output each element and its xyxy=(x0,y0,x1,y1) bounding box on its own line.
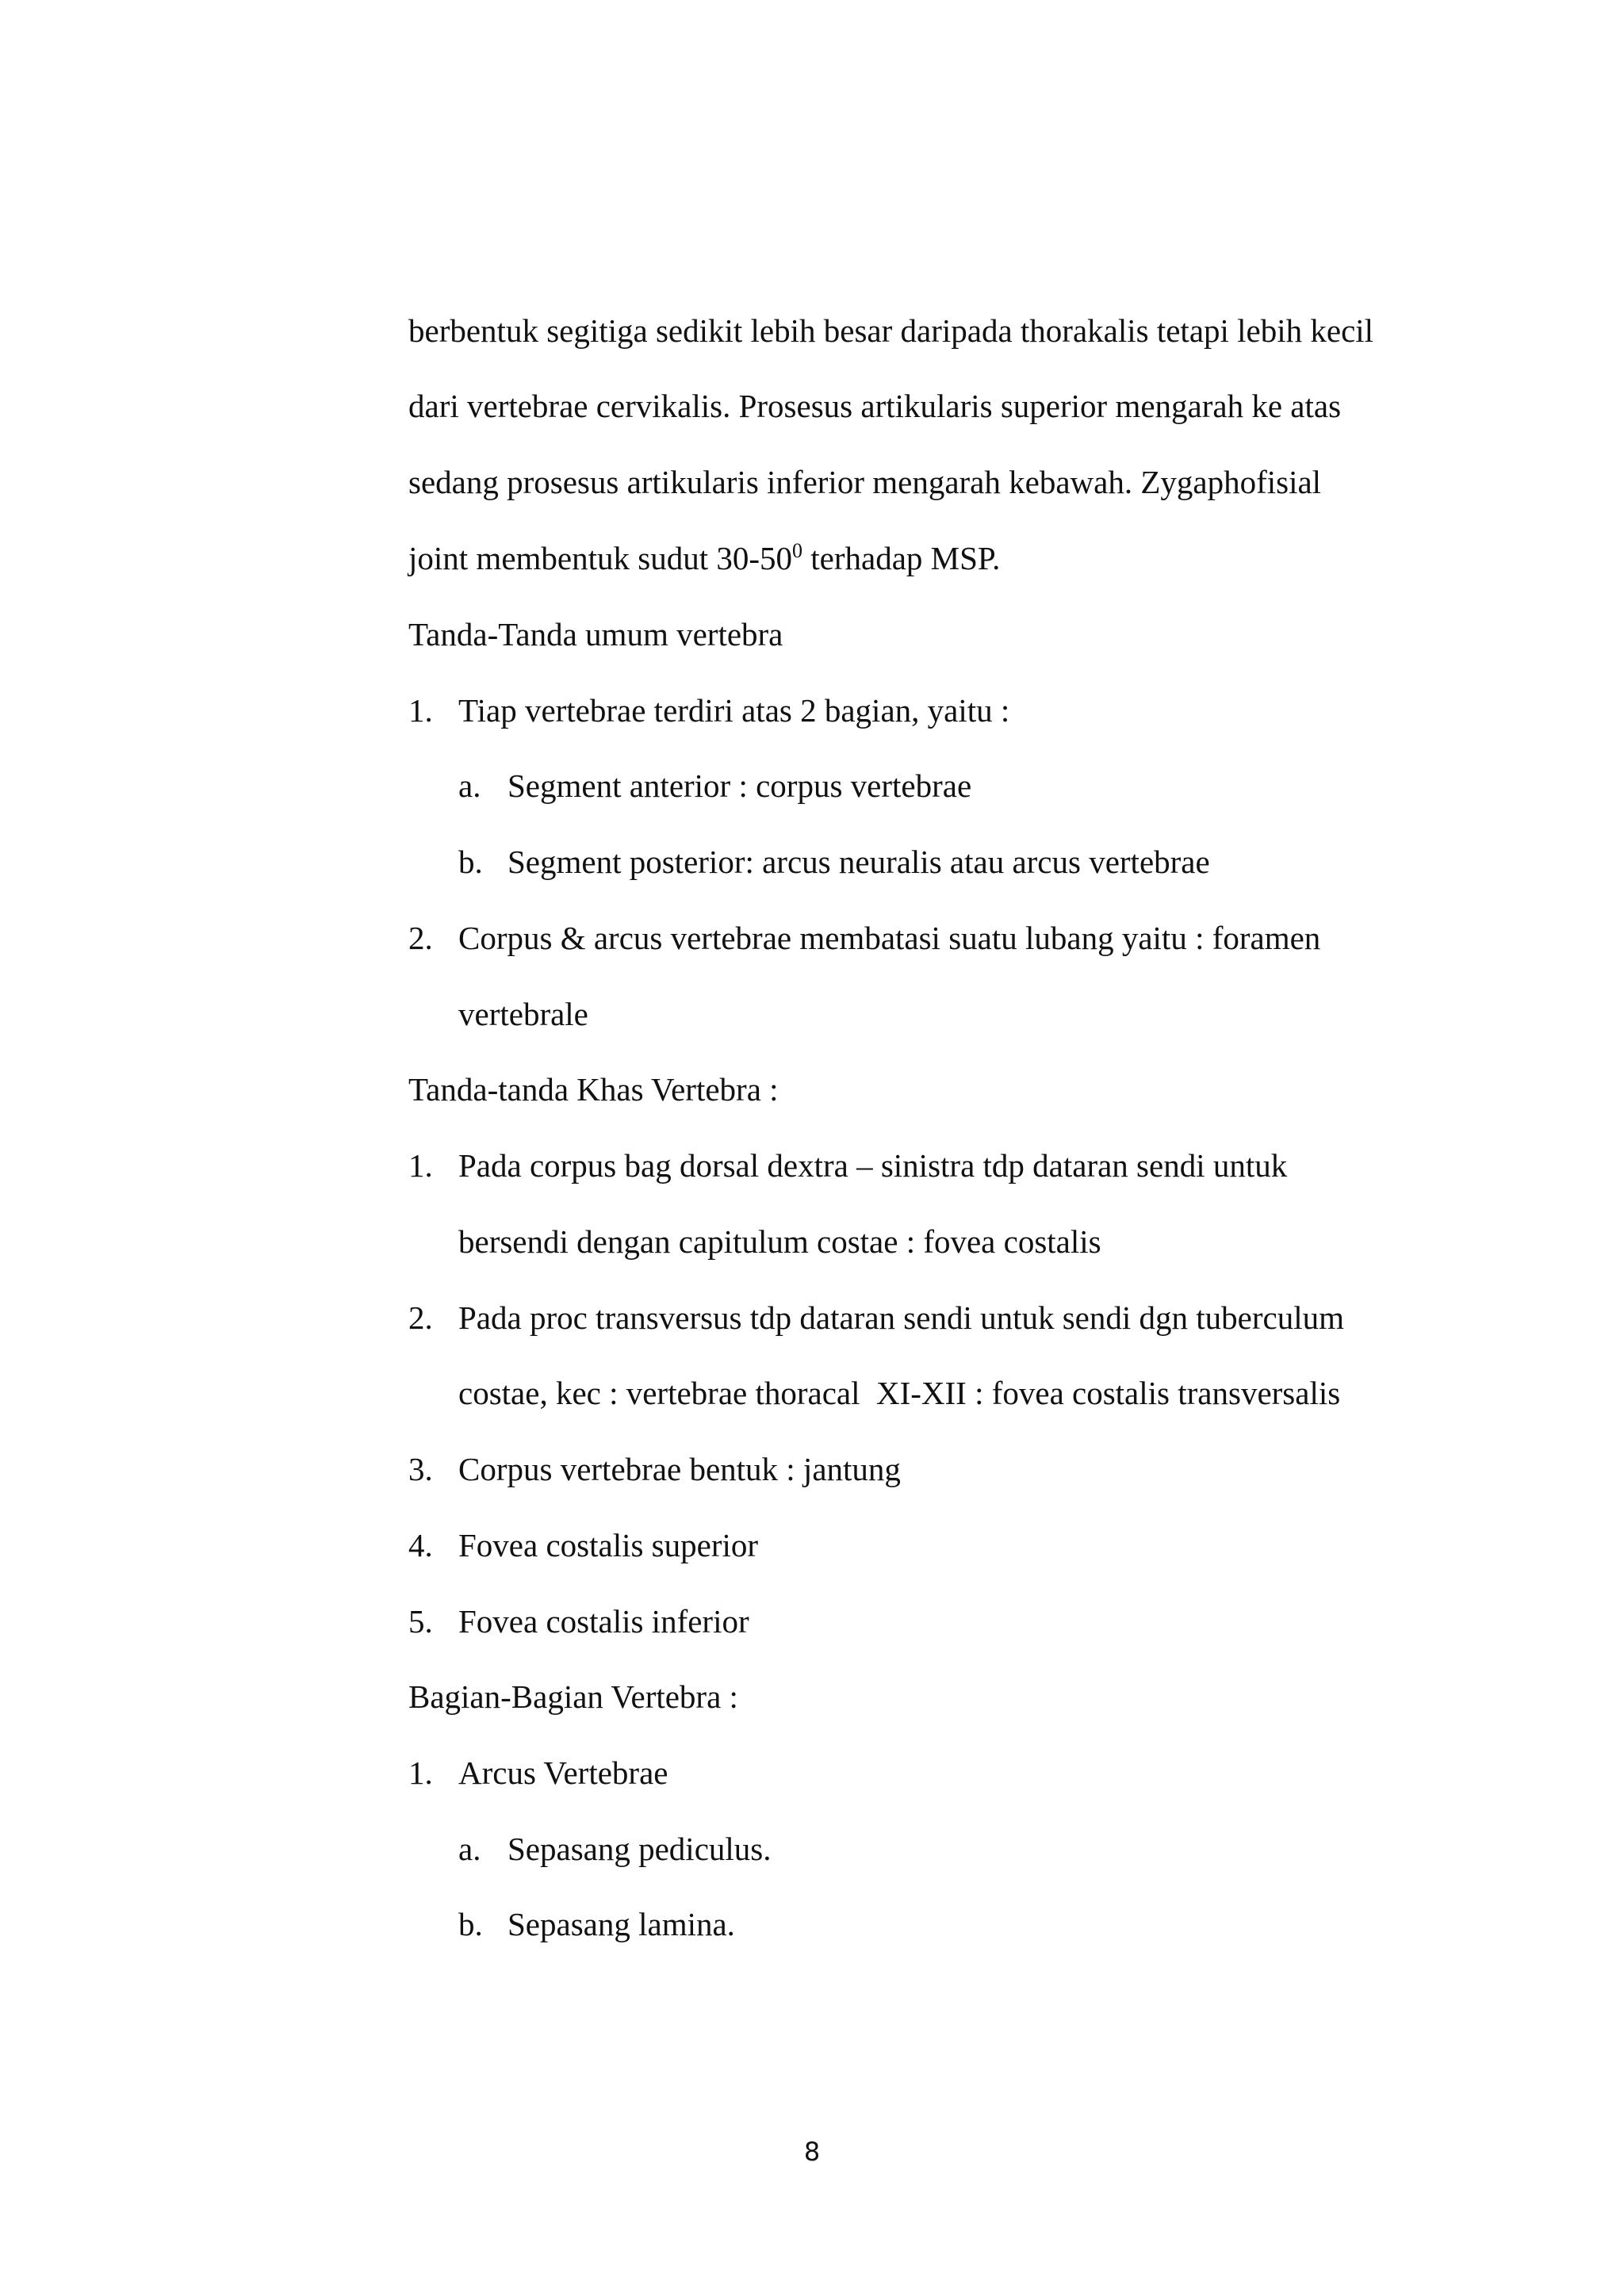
list-number: 1. xyxy=(408,692,433,729)
list-item: Tiap vertebrae terdiri atas 2 bagian, yaitu : xyxy=(458,692,1010,729)
sublist-item: Sepasang pediculus. xyxy=(508,1831,772,1867)
sublist-letter: a. xyxy=(458,767,481,804)
paragraph-line: dari vertebrae cervikalis. Prosesus artikularis superior mengarah ke atas xyxy=(408,388,1342,424)
paragraph-line: berbentuk segitiga sedikit lebih besar daripada thorakalis tetapi lebih kecil xyxy=(408,312,1374,349)
paragraph-line xyxy=(408,538,1000,578)
sublist-letter: b. xyxy=(458,1906,483,1942)
paragraph-text: terhadap MSP. xyxy=(802,540,1001,576)
list-number: 1. xyxy=(408,1147,433,1184)
list-number: 4. xyxy=(408,1527,433,1563)
section-heading: Tanda-tanda Khas Vertebra : xyxy=(408,1071,779,1108)
sublist-letter: b. xyxy=(458,844,483,880)
list-item: Pada proc transversus tdp dataran sendi untuk sendi dgn tuberculum xyxy=(458,1299,1344,1336)
sublist-item: Sepasang lamina. xyxy=(508,1906,735,1942)
section-heading: Bagian-Bagian Vertebra : xyxy=(408,1678,738,1715)
list-item-continuation: vertebrale xyxy=(458,996,588,1032)
list-number: 5. xyxy=(408,1603,433,1640)
sublist-letter: a. xyxy=(458,1831,481,1867)
list-item: Arcus Vertebrae xyxy=(458,1755,668,1791)
list-item: Fovea costalis inferior xyxy=(458,1603,749,1640)
sublist-item: Segment anterior : corpus vertebrae xyxy=(508,767,972,804)
list-number: 2. xyxy=(408,1299,433,1336)
list-item: Corpus vertebrae bentuk : jantung xyxy=(458,1451,901,1487)
page-number: 8 xyxy=(803,2137,821,2167)
list-number: 1. xyxy=(408,1755,433,1791)
paragraph-text: joint membentuk sudut 30-50 xyxy=(408,540,792,576)
list-number: 3. xyxy=(408,1451,433,1487)
list-number: 2. xyxy=(408,920,433,956)
degree-superscript: 0 xyxy=(792,539,802,562)
list-item-continuation: costae, kec : vertebrae thoracal XI-XII : fovea costalis transversalis xyxy=(458,1375,1341,1411)
list-item: Fovea costalis superior xyxy=(458,1527,759,1563)
sublist-item: Segment posterior: arcus neuralis atau arcus vertebrae xyxy=(508,844,1210,880)
list-item: Pada corpus bag dorsal dextra – sinistra tdp dataran sendi untuk xyxy=(458,1147,1288,1184)
paragraph-line: sedang prosesus artikularis inferior mengarah kebawah. Zygaphofisial xyxy=(408,464,1322,500)
section-heading: Tanda-Tanda umum vertebra xyxy=(408,616,783,652)
list-item: Corpus & arcus vertebrae membatasi suatu lubang yaitu : foramen xyxy=(458,920,1321,956)
list-item-continuation: bersendi dengan capitulum costae : fovea costalis xyxy=(458,1223,1101,1260)
